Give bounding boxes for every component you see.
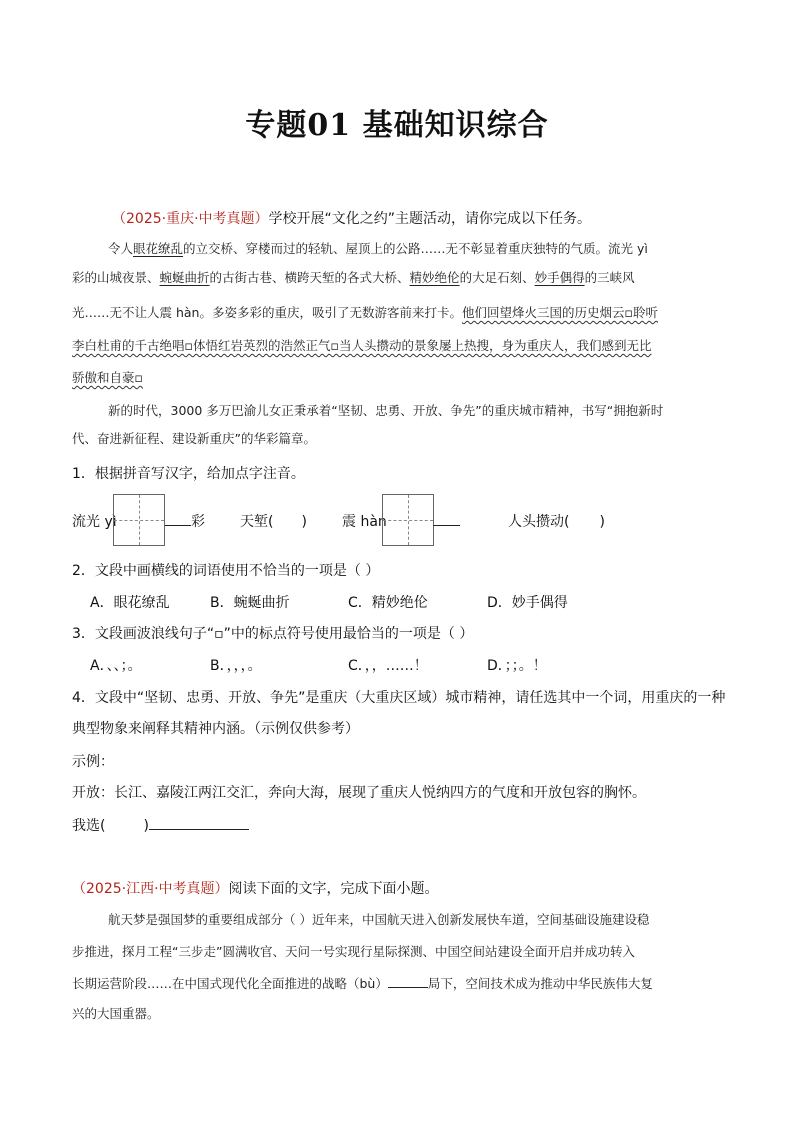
passage-line: 代、奋进新征程、建设新重庆”的华彩篇章。 [72,431,316,446]
passage-line [108,237,768,261]
question-3-stem: 3．文段画波浪线句子“▫”中的标点符号使用最恰当的一项是（ ） [72,626,474,642]
underlined-phrase: 精妙绝伦 [409,270,460,285]
q1-item-c-tail [433,511,460,530]
q2-option-d[interactable]: D．妙手偶得 [487,595,568,611]
q3-option-c[interactable]: C．，，……！ [348,658,428,674]
passage-line [72,334,732,358]
q3-option-a[interactable]: A．、、；。 [90,658,142,674]
passage-line: 航天梦是强国梦的重要组成部分（ ）近年来，中国航天进入创新发展快车道，空间基础设施建设稳 [108,912,650,927]
group-intro: 学校开展“文化之约”主题活动，请你完成以下任务。 [268,211,592,227]
q1-item-text: ) [301,514,307,530]
q1-item-text: ) [599,514,605,530]
q2-option-c[interactable]: C．精妙绝伦 [348,595,428,611]
passage-line [72,366,732,390]
wavy-underlined-sentence: 骄傲和自豪▫ [72,370,143,385]
q1-item-a [72,511,117,531]
underlined-phrase: 眼花缭乱 [133,241,184,256]
underlined-phrase: 妙手偶得 [534,270,585,285]
q1-item-text: 震 hàn [342,514,387,530]
group-intro: 阅读下面的文字，完成下面小题。 [228,881,439,897]
question-1-stem: 1．根据拼音写汉字，给加点字注音。 [72,466,305,482]
passage-line: 步推进，探月工程“三步走”圆满收官、天问一号实现行星际探测、中国空间站建设全面开启并成功转入 [72,944,635,959]
answer-blank[interactable] [433,511,460,526]
passage-text: 令人 [108,241,134,256]
passage-text: 长期运营阶段……在中国式现代化全面推进的战略（bù） [72,976,388,991]
q1-item-text: 流光 yì [72,514,117,530]
answer-blank[interactable] [149,815,249,830]
question-2-stem: 2．文段中画横线的词语使用不恰当的一项是（ ） [72,563,380,579]
passage-line: 新的时代，3000 多万巴渝儿女正秉承着“坚韧、忠勇、开放、争先”的重庆城市精神，书写“拥抱新时 [108,403,664,418]
q1-item-b [240,511,307,531]
passage-text: 的古街古巷、横跨天堑的各式大桥、 [209,270,410,285]
question-4-stem: 4．文段中“坚韧、忠勇、开放、争先”是重庆（大重庆区域）城市精神，请任选其中一个词，用重庆的一种 [72,690,726,706]
passage-text: 的三峡风 [584,270,635,285]
q1-item-d [508,511,605,531]
passage-text: 彩的山城夜景、 [72,270,160,285]
q1-item-text: 天堑( [240,514,274,530]
source-tag: （2025·重庆·中考真题） [112,211,269,227]
answer-blank[interactable] [388,975,428,988]
passage-line [72,266,732,290]
source-tag: （2025·江西·中考真题） [72,881,229,897]
answer-blank[interactable] [165,511,191,526]
q1-item-c [342,511,387,531]
question-4-stem-cont: 典型物象来阐释其精神内涵。（示例仅供参考） [72,721,359,737]
wavy-underlined-sentence: 李白杜甫的千古绝唱▫体悟红岩英烈的浩然正气▫当人头攒动的景象屡上热搜，身为重庆人，我们感到无比 [72,338,652,353]
page-title: 专题01 基础知识综合 [245,108,549,143]
q2-option-b[interactable]: B．蜿蜒曲折 [210,595,290,611]
passage-line: 兴的大国重器。 [72,1006,160,1021]
example-label: 示例： [72,754,114,770]
wavy-underlined-sentence: 他们回望烽火三国的历史烟云▫聆听 [461,305,658,320]
passage-text: 局下，空间技术成为推动中华民族伟大复 [427,976,653,991]
q1-item-text: 人头攒动( [508,514,570,530]
choose-line [72,815,732,835]
example-text: 开放：长江、嘉陵江两江交汇，奔向大海，展现了重庆人悦纳四方的气度和开放包容的胸怀。 [72,785,646,801]
passage-line [72,972,732,996]
choose-label: 我选( [72,818,106,834]
passage-text: 的大足石刻、 [459,270,535,285]
q2-option-a[interactable]: A．眼花缭乱 [90,595,170,611]
q3-option-b[interactable]: B．，，，。 [210,658,262,674]
writing-grid-box[interactable] [113,494,165,546]
q1-item-text: 彩 [191,514,205,530]
writing-grid-box[interactable] [382,494,434,546]
choose-label: ) [143,818,149,834]
passage-text: 光……无不让人震 hàn。多姿多彩的重庆，吸引了无数游客前来打卡。 [72,305,462,320]
question-group-header [112,208,772,228]
underlined-phrase: 蜿蜒曲折 [159,270,210,285]
q1-item-a-tail [165,511,205,531]
passage-line [72,301,732,325]
passage-text: 的立交桥、穿楼而过的轻轨、屋顶上的公路……无不彰显着重庆独特的气质。流光 yì [183,241,648,256]
question-group-header [72,878,732,898]
q3-option-d[interactable]: D．；；。！ [487,658,547,674]
